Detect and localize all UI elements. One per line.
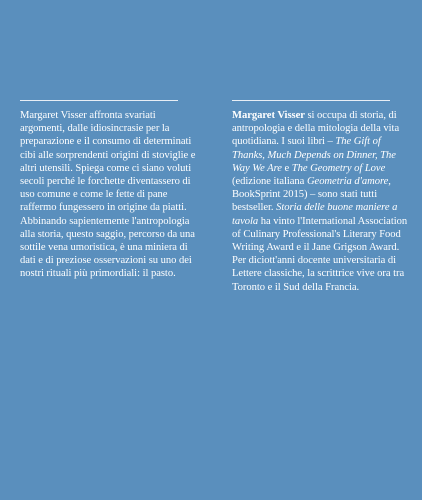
synopsis-text: Margaret Visser affronta svariati argomenti, dalle idiosincrasie per la preparazione e il consumo di determinati cibi alle sorprendenti origini di stoviglie e altri utensili. Spiega come ci siano voluti secoli perché le forchette diventassero di uso comune e come le fette di pane raffermo fungessero in origine da piatti. Abbinando sapientemente l'antropologia alla storia, questo saggio, percorso da una sottile vena umoristica, è una miniera di dati e di preziose osservazioni su uno dei nostri rituali più primordiali: il pasto. (20, 110, 196, 280)
synopsis-column (20, 100, 198, 281)
book-title: The Geometry of Love (291, 162, 386, 174)
author-bio-text: Margaret Visser si occupa di storia, di antropologia e della mitologia della vita quotidiana. I suoi libri – The Gift of Thanks, Much Depends on Dinner, The Way We Are e The Geometry of Love (edizione italiana Geometria d'amore, BookSprint 2015) – sono stati tutti bestseller. Storia delle buone maniere a tavola ha vinto l'International Association of Culinary Professional's Literary Food Writing Award e il Jane Grigson Award. Per diciott'anni docente universitaria di Lettere classiche, la scrittrice vive ora tra Toronto e il Sud della Francia. (232, 110, 408, 293)
divider-rule (20, 100, 178, 101)
book-title-italian: Storia delle buone maniere a tavola (232, 202, 398, 227)
divider-rule (232, 100, 390, 101)
book-titles: The Gift of Thanks, Much Depends on Dinner, The Way We Are (232, 136, 396, 174)
author-name: Margaret Visser (232, 110, 305, 121)
book-title-italian: Geometria d'amore (306, 176, 389, 188)
author-bio-column (232, 100, 410, 294)
